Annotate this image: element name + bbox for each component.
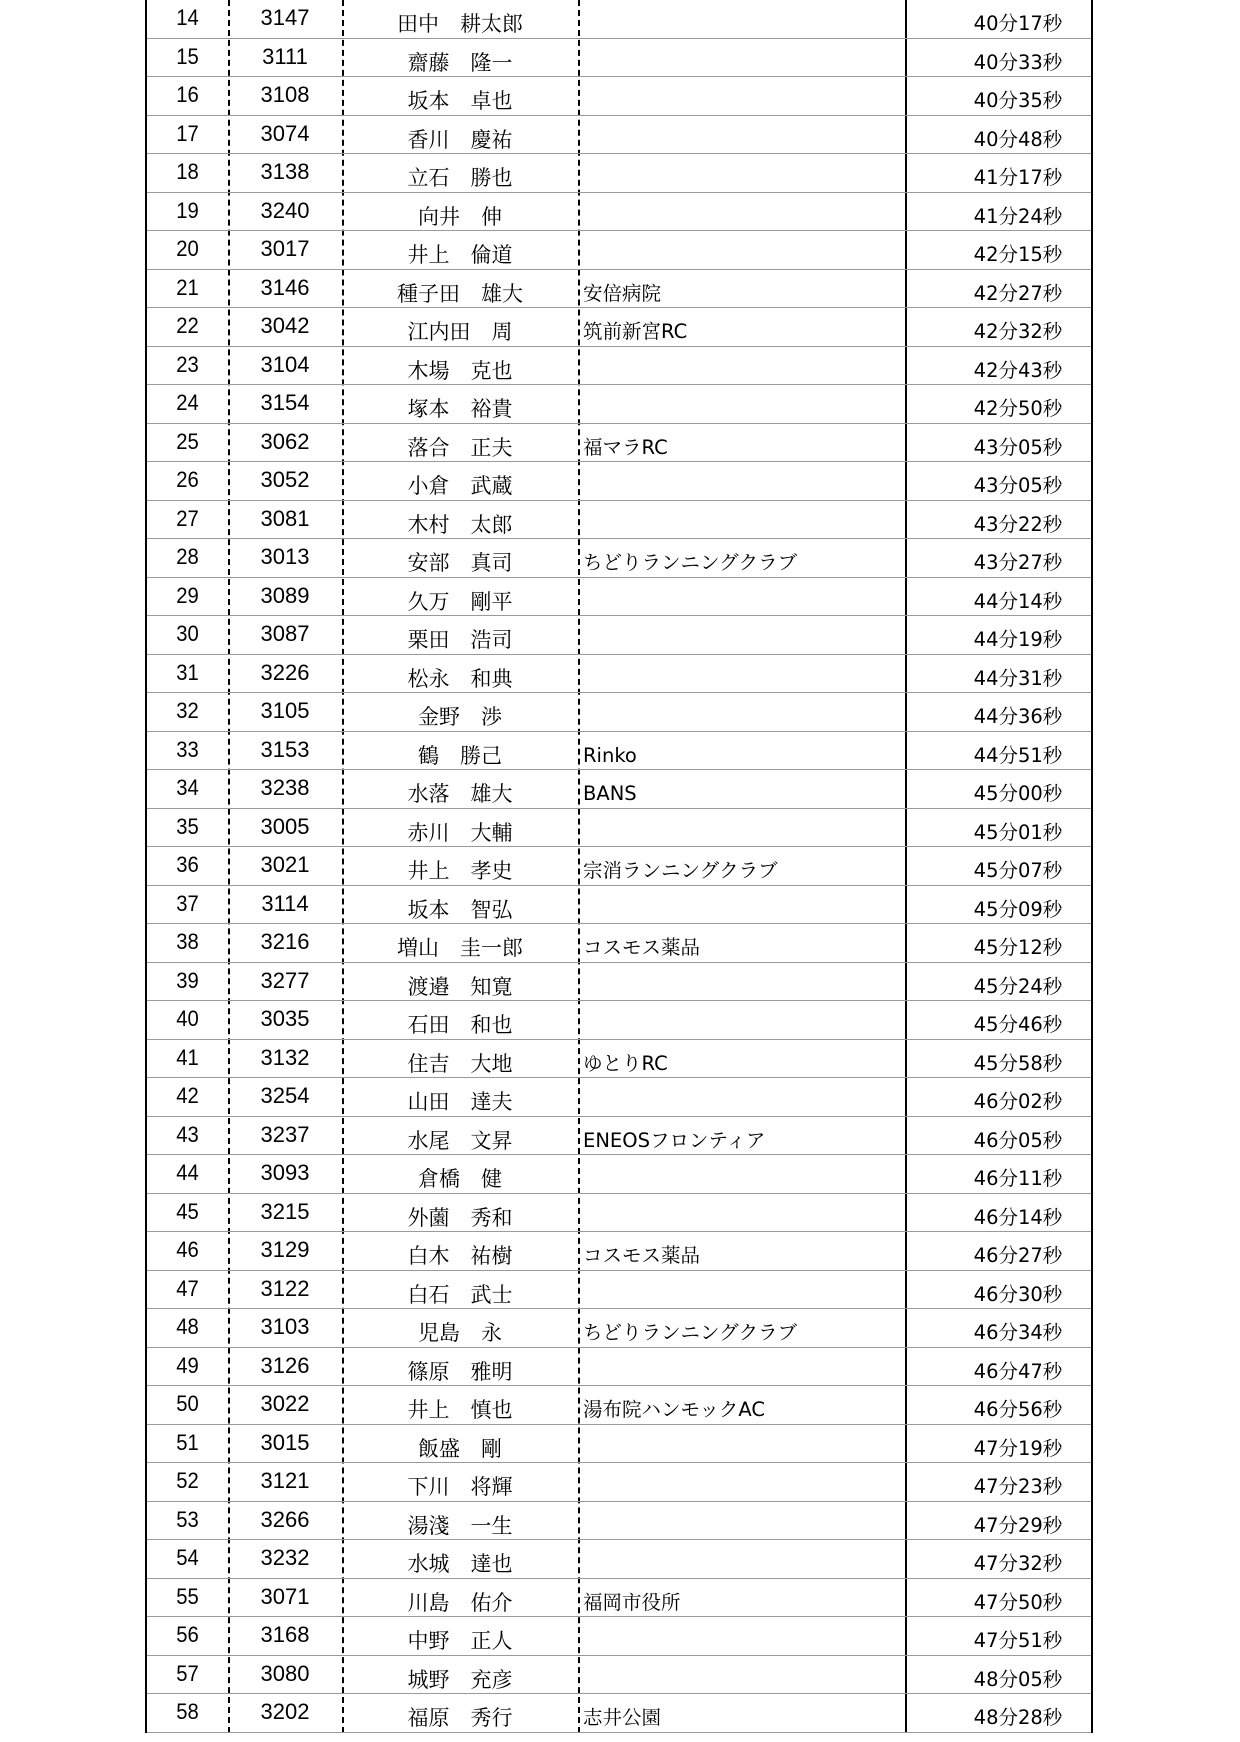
club-cell xyxy=(578,963,905,1001)
bib-number-cell: 3240 xyxy=(260,197,310,223)
rank-cell: 22 xyxy=(176,313,199,338)
bib-number-cell: 3087 xyxy=(260,621,310,646)
bib-number-cell: 3114 xyxy=(261,890,309,916)
rank-cell: 24 xyxy=(176,390,199,415)
bib-number-cell: 3266 xyxy=(260,1506,310,1532)
table-row xyxy=(147,616,1091,655)
table-row xyxy=(147,1232,1091,1271)
rank-cell: 56 xyxy=(176,1622,199,1647)
bib-number-cell: 3071 xyxy=(260,1583,310,1609)
rank-cell: 46 xyxy=(176,1237,199,1262)
club-cell xyxy=(578,1656,905,1694)
rank-cell: 19 xyxy=(176,197,199,223)
finish-time-cell: 41分17秒 xyxy=(973,166,1063,189)
finish-time-cell: 46分34秒 xyxy=(973,1321,1063,1344)
finish-time-cell: 40分35秒 xyxy=(973,89,1063,112)
bib-number-cell: 3052 xyxy=(260,467,310,492)
finish-time-cell: 44分19秒 xyxy=(973,628,1063,651)
runner-name-cell: 篠原 雅明 xyxy=(407,1359,513,1384)
bib-number-cell: 3081 xyxy=(260,505,310,531)
finish-time-cell: 46分14秒 xyxy=(973,1205,1063,1229)
runner-name-cell: 木場 克也 xyxy=(407,358,513,383)
finish-time-cell: 45分46秒 xyxy=(973,1013,1063,1036)
finish-time-cell: 46分47秒 xyxy=(973,1359,1063,1383)
rank-cell: 54 xyxy=(176,1545,199,1570)
bib-number-cell: 3153 xyxy=(260,736,310,762)
bib-number-cell: 3111 xyxy=(262,43,308,69)
club-cell: 安倍病院 xyxy=(583,281,662,305)
finish-time-cell: 47分29秒 xyxy=(973,1513,1063,1537)
runner-name-cell: 湯淺 一生 xyxy=(407,1513,513,1538)
finish-time-cell: 43分22秒 xyxy=(973,512,1063,536)
finish-time-cell: 44分51秒 xyxy=(973,743,1063,767)
bib-number-cell: 3013 xyxy=(260,544,310,569)
table-row xyxy=(147,154,1091,193)
bib-number-cell: 3074 xyxy=(260,120,310,146)
rank-cell: 18 xyxy=(176,159,199,184)
rank-cell: 17 xyxy=(176,120,199,146)
bib-number-cell: 3035 xyxy=(260,1006,310,1031)
bib-number-cell: 3022 xyxy=(260,1391,310,1416)
table-row xyxy=(147,347,1091,386)
runner-name-cell: 中野 正人 xyxy=(407,1629,513,1653)
finish-time-cell: 43分27秒 xyxy=(973,551,1063,574)
finish-time-cell: 46分27秒 xyxy=(973,1244,1063,1267)
club-cell xyxy=(578,1271,905,1309)
table-row xyxy=(147,0,1091,39)
table-row xyxy=(147,1579,1091,1618)
bib-number-cell: 3121 xyxy=(260,1468,310,1493)
table-row xyxy=(147,924,1091,963)
runner-name-cell: 水落 雄大 xyxy=(407,782,513,806)
rank-cell: 57 xyxy=(176,1660,199,1686)
finish-time-cell: 45分07秒 xyxy=(973,859,1063,882)
rank-cell: 55 xyxy=(176,1583,199,1609)
bib-number-cell: 3132 xyxy=(260,1044,310,1070)
runner-name-cell: 安部 真司 xyxy=(407,551,513,575)
rank-cell: 32 xyxy=(176,698,199,723)
bib-number-cell: 3105 xyxy=(260,698,310,723)
table-row xyxy=(147,1617,1091,1656)
club-cell xyxy=(578,809,905,847)
runner-name-cell: 川島 佑介 xyxy=(407,1590,513,1615)
runner-name-cell: 栗田 浩司 xyxy=(407,628,513,652)
rank-cell: 35 xyxy=(176,813,199,839)
table-row xyxy=(147,1117,1091,1156)
finish-time-cell: 45分01秒 xyxy=(973,820,1063,844)
bib-number-cell: 3122 xyxy=(260,1275,310,1301)
bib-number-cell: 3237 xyxy=(260,1121,310,1147)
rank-cell: 30 xyxy=(176,621,199,646)
club-cell xyxy=(578,1348,905,1386)
bib-number-cell: 3215 xyxy=(260,1198,310,1224)
runner-name-cell: 井上 倫道 xyxy=(407,243,513,267)
rank-cell: 34 xyxy=(176,775,199,800)
rank-cell: 27 xyxy=(176,505,199,531)
runner-name-cell: 児島 永 xyxy=(418,1321,502,1345)
bib-number-cell: 3015 xyxy=(260,1429,310,1455)
finish-time-cell: 48分28秒 xyxy=(973,1706,1063,1729)
club-cell xyxy=(578,231,905,269)
rank-cell: 21 xyxy=(176,274,199,300)
club-cell xyxy=(578,77,905,115)
rank-cell: 25 xyxy=(176,428,199,454)
club-cell xyxy=(578,39,905,77)
club-cell: 福マラRC xyxy=(583,435,668,459)
rank-cell: 33 xyxy=(176,736,199,762)
finish-time-cell: 41分24秒 xyxy=(973,204,1063,228)
club-cell xyxy=(578,693,905,731)
table-row xyxy=(147,1194,1091,1233)
bib-number-cell: 3202 xyxy=(260,1699,310,1724)
runner-name-cell: 井上 慎也 xyxy=(407,1398,513,1422)
finish-time-cell: 42分43秒 xyxy=(973,358,1063,382)
rank-cell: 37 xyxy=(176,890,199,916)
finish-time-cell: 45分24秒 xyxy=(973,974,1063,998)
table-row xyxy=(147,77,1091,116)
finish-time-cell: 42分32秒 xyxy=(973,320,1063,343)
rank-cell: 48 xyxy=(176,1314,199,1339)
runner-name-cell: 井上 孝史 xyxy=(407,859,513,883)
club-cell: BANS xyxy=(583,782,637,805)
table-row xyxy=(147,655,1091,694)
club-cell xyxy=(578,385,905,423)
finish-time-cell: 42分15秒 xyxy=(973,243,1063,266)
club-cell xyxy=(578,1540,905,1578)
finish-time-cell: 44分31秒 xyxy=(973,666,1063,690)
rank-cell: 50 xyxy=(176,1391,199,1416)
rank-cell: 42 xyxy=(176,1083,199,1108)
club-cell xyxy=(578,1425,905,1463)
club-cell xyxy=(578,1502,905,1540)
club-cell: 宗消ランニングクラブ xyxy=(583,859,778,882)
rank-cell: 41 xyxy=(176,1044,199,1070)
rank-cell: 58 xyxy=(176,1699,199,1724)
rank-cell: 16 xyxy=(176,82,199,107)
finish-time-cell: 43分05秒 xyxy=(973,474,1063,497)
runner-name-cell: 向井 伸 xyxy=(418,204,502,229)
club-cell xyxy=(578,347,905,385)
table-row xyxy=(147,501,1091,540)
finish-time-cell: 44分14秒 xyxy=(973,589,1063,613)
finish-time-cell: 45分58秒 xyxy=(973,1051,1063,1075)
club-cell xyxy=(578,193,905,231)
runner-name-cell: 久万 剛平 xyxy=(407,589,513,614)
bib-number-cell: 3021 xyxy=(260,852,310,877)
bib-number-cell: 3277 xyxy=(260,967,310,993)
club-cell: ゆとりRC xyxy=(583,1051,668,1075)
runner-name-cell: 江内田 周 xyxy=(407,320,513,344)
club-cell: Rinko xyxy=(583,743,637,767)
runner-name-cell: 飯盛 剛 xyxy=(418,1436,502,1461)
club-cell xyxy=(578,1194,905,1232)
club-cell xyxy=(578,1078,905,1116)
table-row xyxy=(147,886,1091,925)
finish-time-cell: 47分51秒 xyxy=(973,1629,1063,1652)
table-row xyxy=(147,1348,1091,1387)
table-row xyxy=(147,693,1091,732)
club-cell: ENEOSフロンティア xyxy=(583,1128,766,1152)
table-row xyxy=(147,847,1091,886)
club-cell: ちどりランニングクラブ xyxy=(583,1321,798,1344)
club-cell xyxy=(578,616,905,654)
finish-time-cell: 47分50秒 xyxy=(973,1590,1063,1614)
runner-name-cell: 下川 将輝 xyxy=(407,1475,513,1499)
runner-name-cell: 石田 和也 xyxy=(407,1013,513,1037)
table-row xyxy=(147,1656,1091,1695)
finish-time-cell: 47分32秒 xyxy=(973,1552,1063,1575)
runner-name-cell: 白木 祐樹 xyxy=(407,1244,513,1268)
bib-number-cell: 3126 xyxy=(260,1352,310,1378)
rank-cell: 39 xyxy=(176,967,199,993)
bib-number-cell: 3042 xyxy=(260,313,310,338)
runner-name-cell: 水城 達也 xyxy=(407,1552,513,1576)
rank-cell: 36 xyxy=(176,852,199,877)
runner-name-cell: 外薗 秀和 xyxy=(407,1205,513,1230)
rank-cell: 31 xyxy=(176,659,199,685)
bib-number-cell: 3168 xyxy=(260,1622,310,1647)
runner-name-cell: 増山 圭一郎 xyxy=(397,936,523,960)
club-cell xyxy=(578,578,905,616)
table-row xyxy=(147,39,1091,78)
bib-number-cell: 3062 xyxy=(260,428,310,454)
bib-number-cell: 3238 xyxy=(260,775,310,800)
bib-number-cell: 3017 xyxy=(260,236,310,261)
finish-time-cell: 46分56秒 xyxy=(973,1398,1063,1421)
finish-time-cell: 42分50秒 xyxy=(973,397,1063,420)
runner-name-cell: 坂本 智弘 xyxy=(407,897,513,922)
table-row xyxy=(147,809,1091,848)
club-cell: コスモス薬品 xyxy=(583,1244,701,1267)
runner-name-cell: 鶴 勝己 xyxy=(418,743,502,768)
table-row xyxy=(147,1463,1091,1502)
club-cell xyxy=(578,655,905,693)
runner-name-cell: 坂本 卓也 xyxy=(407,89,513,113)
results-table xyxy=(145,0,1093,1733)
rank-cell: 40 xyxy=(176,1006,199,1031)
table-row xyxy=(147,578,1091,617)
table-row xyxy=(147,385,1091,424)
runner-name-cell: 城野 充彦 xyxy=(407,1667,513,1692)
runner-name-cell: 落合 正夫 xyxy=(407,435,513,460)
runner-name-cell: 福原 秀行 xyxy=(407,1706,513,1730)
bib-number-cell: 3005 xyxy=(260,813,310,839)
table-row xyxy=(147,1155,1091,1194)
table-row xyxy=(147,1271,1091,1310)
table-row xyxy=(147,539,1091,578)
club-cell: 志井公園 xyxy=(583,1706,662,1729)
rank-cell: 28 xyxy=(176,544,199,569)
runner-name-cell: 田中 耕太郎 xyxy=(397,12,523,36)
bib-number-cell: 3089 xyxy=(260,582,310,608)
rank-cell: 49 xyxy=(176,1352,199,1378)
runner-name-cell: 渡邉 知寛 xyxy=(407,974,513,999)
rank-cell: 44 xyxy=(176,1160,199,1185)
table-row xyxy=(147,116,1091,155)
bib-number-cell: 3147 xyxy=(260,5,310,30)
finish-time-cell: 45分00秒 xyxy=(973,782,1063,805)
table-row xyxy=(147,1309,1091,1348)
runner-name-cell: 水尾 文昇 xyxy=(407,1128,513,1153)
bib-number-cell: 3226 xyxy=(260,659,310,685)
bib-number-cell: 3103 xyxy=(260,1314,310,1339)
finish-time-cell: 46分05秒 xyxy=(973,1128,1063,1152)
table-row xyxy=(147,1001,1091,1040)
table-row xyxy=(147,231,1091,270)
club-cell xyxy=(578,462,905,500)
club-cell xyxy=(578,1463,905,1501)
runner-name-cell: 松永 和典 xyxy=(407,666,513,691)
finish-time-cell: 47分23秒 xyxy=(973,1475,1063,1498)
bib-number-cell: 3129 xyxy=(260,1237,310,1262)
bib-number-cell: 3154 xyxy=(260,390,310,415)
rank-cell: 20 xyxy=(176,236,199,261)
finish-time-cell: 45分12秒 xyxy=(973,936,1063,959)
runner-name-cell: 倉橋 健 xyxy=(418,1167,502,1191)
table-row xyxy=(147,308,1091,347)
finish-time-cell: 44分36秒 xyxy=(973,705,1063,728)
rank-cell: 47 xyxy=(176,1275,199,1301)
finish-time-cell: 42分27秒 xyxy=(973,281,1063,305)
table-row xyxy=(147,1694,1091,1733)
club-cell xyxy=(578,154,905,192)
rank-cell: 23 xyxy=(176,351,199,377)
club-cell xyxy=(578,1155,905,1193)
rank-cell: 26 xyxy=(176,467,199,492)
finish-time-cell: 48分05秒 xyxy=(973,1667,1063,1691)
club-cell xyxy=(578,501,905,539)
table-row xyxy=(147,1386,1091,1425)
table-row xyxy=(147,193,1091,232)
table-row xyxy=(147,1078,1091,1117)
table-row xyxy=(147,1502,1091,1541)
table-row xyxy=(147,462,1091,501)
table-row xyxy=(147,424,1091,463)
rank-cell: 43 xyxy=(176,1121,199,1147)
table-row xyxy=(147,770,1091,809)
runner-name-cell: 種子田 雄大 xyxy=(397,281,523,306)
table-row xyxy=(147,270,1091,309)
rank-cell: 29 xyxy=(176,582,199,608)
finish-time-cell: 46分02秒 xyxy=(973,1090,1063,1113)
club-cell xyxy=(578,1001,905,1039)
club-cell: 湯布院ハンモックAC xyxy=(583,1398,766,1421)
runner-name-cell: 木村 太郎 xyxy=(407,512,513,537)
finish-time-cell: 40分17秒 xyxy=(973,12,1063,35)
runner-name-cell: 香川 慶祐 xyxy=(407,127,513,152)
rank-cell: 38 xyxy=(176,929,199,954)
club-cell xyxy=(578,886,905,924)
runner-name-cell: 金野 渉 xyxy=(418,705,502,729)
club-cell: 福岡市役所 xyxy=(583,1590,681,1614)
finish-time-cell: 40分48秒 xyxy=(973,127,1063,151)
club-cell xyxy=(578,0,905,38)
table-row xyxy=(147,1040,1091,1079)
bib-number-cell: 3216 xyxy=(260,929,310,954)
runner-name-cell: 住吉 大地 xyxy=(407,1051,513,1076)
rank-cell: 51 xyxy=(176,1429,199,1455)
runner-name-cell: 立石 勝也 xyxy=(407,166,513,190)
table-row xyxy=(147,1540,1091,1579)
finish-time-cell: 46分11秒 xyxy=(973,1167,1063,1190)
bib-number-cell: 3080 xyxy=(260,1660,310,1686)
runner-name-cell: 塚本 裕貴 xyxy=(407,397,513,421)
runner-name-cell: 小倉 武蔵 xyxy=(407,474,513,498)
table-row xyxy=(147,963,1091,1002)
bib-number-cell: 3138 xyxy=(260,159,310,184)
finish-time-cell: 45分09秒 xyxy=(973,897,1063,921)
rank-cell: 45 xyxy=(176,1198,199,1224)
finish-time-cell: 46分30秒 xyxy=(973,1282,1063,1306)
bib-number-cell: 3254 xyxy=(260,1083,310,1108)
runner-name-cell: 赤川 大輔 xyxy=(407,820,513,845)
rank-cell: 53 xyxy=(176,1506,199,1532)
table-row xyxy=(147,1425,1091,1464)
bib-number-cell: 3104 xyxy=(260,351,310,377)
runner-name-cell: 山田 達夫 xyxy=(407,1090,513,1114)
runner-name-cell: 齋藤 隆一 xyxy=(407,50,513,75)
club-cell: コスモス薬品 xyxy=(583,936,701,959)
bib-number-cell: 3146 xyxy=(260,274,310,300)
club-cell xyxy=(578,1617,905,1655)
bib-number-cell: 3093 xyxy=(260,1160,310,1185)
club-cell: ちどりランニングクラブ xyxy=(583,551,798,574)
finish-time-cell: 43分05秒 xyxy=(973,435,1063,459)
rank-cell: 52 xyxy=(176,1468,199,1493)
runner-name-cell: 白石 武士 xyxy=(407,1282,513,1307)
club-cell: 筑前新宮RC xyxy=(583,320,688,343)
table-row xyxy=(147,732,1091,771)
rank-cell: 15 xyxy=(176,43,199,69)
finish-time-cell: 47分19秒 xyxy=(973,1436,1063,1460)
bib-number-cell: 3232 xyxy=(260,1545,310,1570)
rank-cell: 14 xyxy=(176,5,199,30)
club-cell xyxy=(578,116,905,154)
finish-time-cell: 40分33秒 xyxy=(973,50,1063,74)
bib-number-cell: 3108 xyxy=(260,82,310,107)
